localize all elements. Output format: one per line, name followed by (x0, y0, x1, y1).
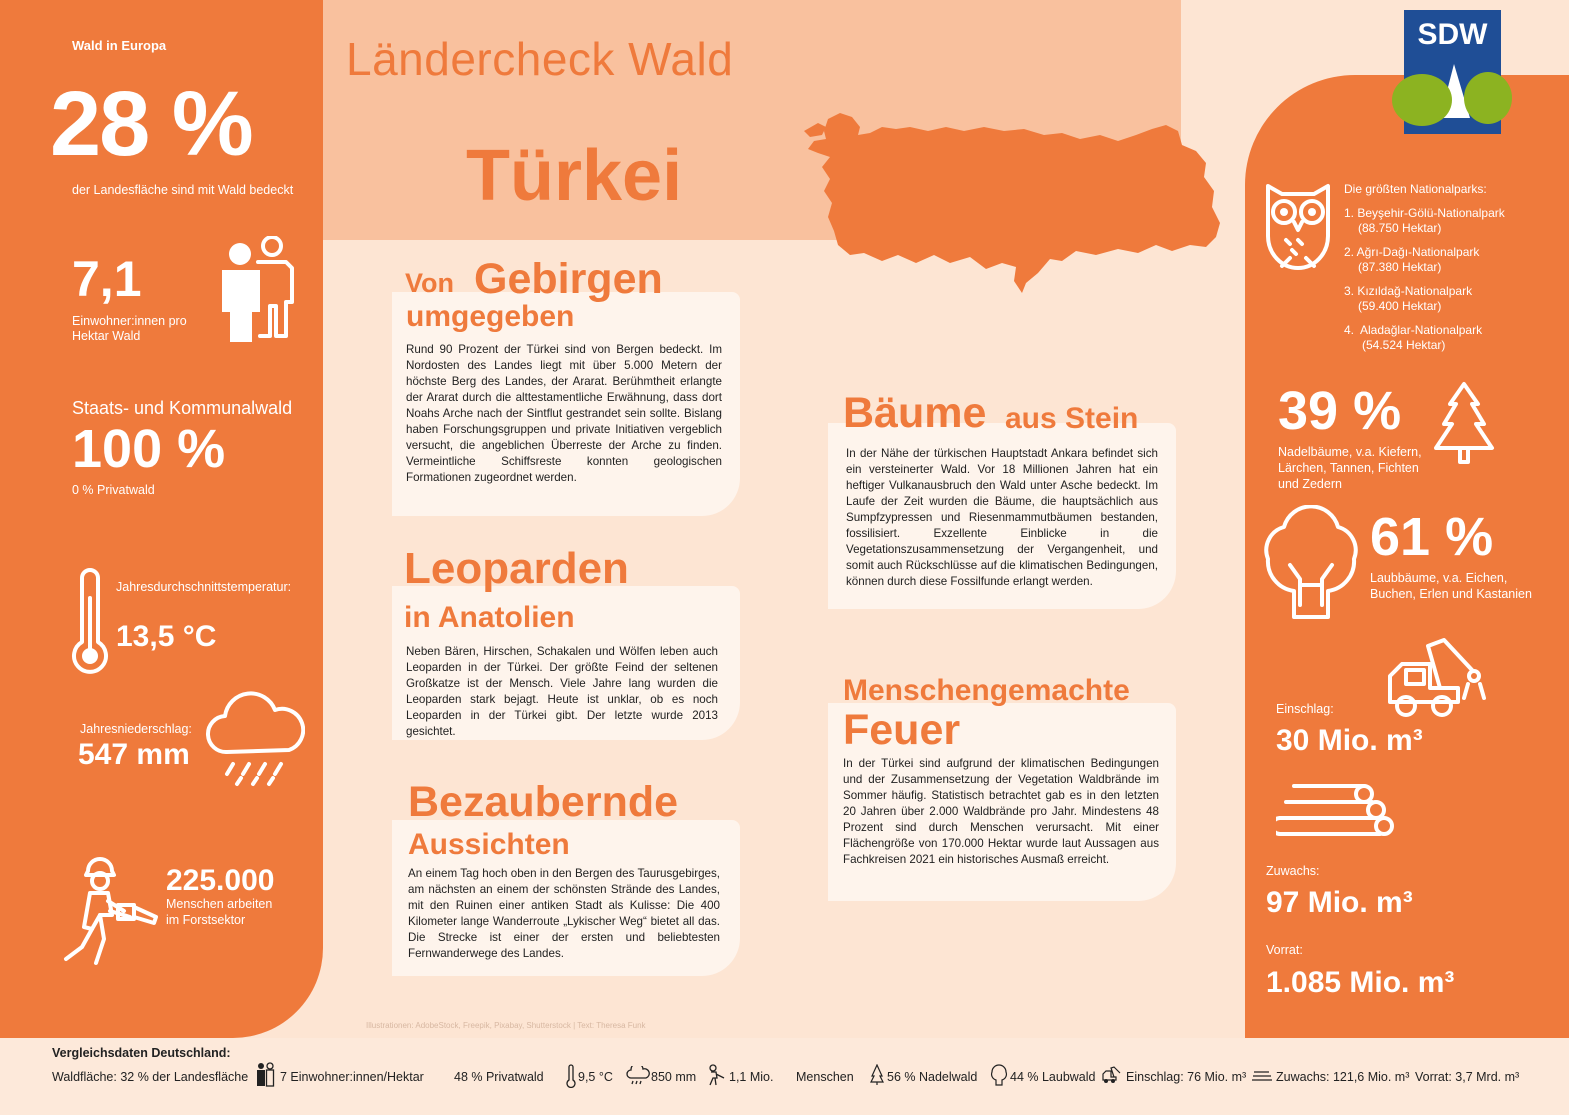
turkey-map (800, 105, 1230, 295)
rain-label: Jahresniederschlag: (80, 722, 192, 736)
stock-label: Vorrat: (1266, 943, 1303, 957)
conifer-desc-1: Nadelbäume, v.a. Kiefern, (1278, 445, 1422, 459)
park-item (1344, 323, 1505, 362)
comparison-conifer: 56 % Nadelwald (887, 1070, 978, 1084)
rain-value: 547 mm (78, 738, 190, 771)
parks-title: Die größten Nationalparks: (1344, 182, 1487, 196)
comparison-workers-number: 1,1 Mio. (729, 1070, 774, 1084)
worker-small-icon (706, 1064, 726, 1086)
park-area: (88.750 Hektar) (1358, 221, 1442, 235)
deciduous-tree-icon (1260, 505, 1362, 625)
conifer-desc-2: Lärchen, Tannen, Fichten (1278, 461, 1419, 475)
park-item (1344, 245, 1505, 284)
article-stone-trees-text: In der Nähe der türkischen Hauptstadt Ankara befindet sich ein versteinerter Wald. Vor 18 Millionen Jahren hat ein heftiger Vulkanausbruch den Wald unter Asche bedeckt. Im Laufe der Zeit wurden die Bäume, die hauptsächlich aus Sumpfzypressen und Riesenmammutbäumen bestanden, fossilisiert. Exzellente Einblicke in die Vegetationszusammensetzung der Vergangenheit, und somit auch Rückschlüsse auf die klimatischen Bedingungen, können durch diese Fossilfunde erlangt werden. (846, 447, 1158, 588)
thermometer-small-icon (566, 1064, 576, 1088)
article-mountains-subtitle: umgegeben (406, 300, 575, 333)
parks-list (1344, 206, 1505, 362)
article-mountains-title: Gebirgen (474, 255, 663, 303)
article-leopards-text: Neben Bären, Hirschen, Schakalen und Wölfen leben auch Leoparden in der Türkei. Der größte Feind der seltenen Großkatze ist der Mensch. Viele Jahre lang wurden die Leoparden stark bejagt. Heute ist unklar, ob es noch Leoparden in der Türkei gibt. Der letzte wurde 2013 gesichtet. (406, 645, 718, 738)
comparison-area: Waldfläche: 32 % der Landesfläche (52, 1070, 249, 1084)
forest-percent: 28 % (50, 73, 252, 175)
article-leopards-title: Leoparden (404, 544, 629, 593)
thermometer-icon (70, 568, 110, 676)
logs-small-icon (1251, 1070, 1273, 1082)
growth-label: Zuwachs: (1266, 864, 1320, 878)
deciduous-small-icon (990, 1064, 1008, 1086)
people-icon (216, 236, 298, 346)
article-views-title: Bezaubernde (408, 778, 679, 826)
page-title: Ländercheck Wald (346, 33, 734, 85)
conifer-desc-3: und Zedern (1278, 477, 1342, 491)
people-small-icon (254, 1062, 276, 1088)
article-mountains-text: Rund 90 Prozent der Türkei sind von Bergen bedeckt. Im Nordosten des Landes liegt mit über 5.000 Metern der höchste Berg des Landes, der Ararat. Berühmtheit erlangte der Ararat durch die alttestamentliche Erwähnung, dass dort Noahs Arche nach der Sintflut gestrandet sein sollte. Bislang haben Forschungsgruppen und private Initiativen vergeblich versucht, die angeblichen Überreste der Arche zu finden. Vermeintliche Schiffsreste konnten geologischen Formationen zugeordnet werden. (406, 343, 722, 484)
sdw-logo (1404, 10, 1501, 134)
comparison-growth: Zuwachs: 121,6 Mio. m³ (1276, 1070, 1410, 1084)
rain-cloud-icon (205, 690, 305, 790)
comparison-private: 48 % Privatwald (454, 1070, 544, 1084)
article-fires-text: In der Türkei sind aufgrund der klimatischen Bedingungen und der Zusammensetzung der Vegetation Waldbrände im Sommer häufig. Statistisch betrachtet gab es in den letzten 20 Jahren über 2.000 Waldbrände pro Jahr. Mindestens 48 Prozent sind durch Menschen verursacht. Mit einer Flächengröße von 170.000 Hektar wurde laut Aussagen aus Fachkreisen 2021 ein historisches Ausmaß erreicht. (843, 757, 1159, 866)
rain-small-icon (626, 1066, 650, 1086)
state-forest-value: 100 % (72, 419, 226, 479)
growth-value: 97 Mio. m³ (1266, 886, 1413, 919)
private-forest-desc: 0 % Privatwald (72, 483, 155, 497)
park-name: 4. Aladağlar-Nationalpark (1344, 323, 1483, 337)
comparison-stock: Vorrat: 3,7 Mrd. m³ (1415, 1070, 1520, 1084)
workers-desc-1: Menschen arbeiten (166, 897, 273, 911)
article-mountains-title-small: Von (405, 268, 454, 298)
article-stone-trees-title-small: aus Stein (1005, 402, 1139, 435)
state-forest-label: Staats- und Kommunalwald (72, 398, 293, 418)
forest-worker-chainsaw-icon (60, 855, 160, 967)
park-area: (87.380 Hektar) (1358, 260, 1442, 274)
article-leopards-subtitle: in Anatolien (404, 601, 575, 634)
park-area: (54.524 Hektar) (1362, 338, 1446, 352)
harvester-small-icon (1102, 1066, 1124, 1084)
forest-europe-label: Wald in Europa (72, 38, 167, 53)
inhabitants-value: 7,1 (72, 251, 142, 307)
deciduous-value: 61 % (1370, 507, 1494, 567)
conifer-value: 39 % (1278, 381, 1402, 441)
forest-desc: der Landesfläche sind mit Wald bedeckt (72, 183, 294, 197)
harvest-value: 30 Mio. m³ (1276, 724, 1423, 757)
article-fires-title-small: Menschengemachte (843, 674, 1130, 707)
inhabitants-desc-1: Einwohner:innen pro (72, 314, 187, 328)
article-fires-title: Feuer (843, 706, 961, 754)
comparison-deciduous: 44 % Laubwald (1010, 1070, 1096, 1084)
country-title: Türkei (466, 136, 683, 216)
stock-value: 1.085 Mio. m³ (1266, 966, 1455, 999)
park-item (1344, 284, 1505, 323)
deciduous-desc-1: Laubbäume, v.a. Eichen, (1370, 571, 1508, 585)
comparison-temperature: 9,5 °C (578, 1070, 613, 1084)
comparison-harvest: Einschlag: 76 Mio. m³ (1126, 1070, 1247, 1084)
comparison-rain: 850 mm (651, 1070, 697, 1084)
workers-desc-2: im Forstsektor (166, 913, 246, 927)
park-item (1344, 206, 1505, 245)
article-views-text: An einem Tag hoch oben in den Bergen des Taurusgebirges, am nächsten an einem der schönsten Strände des Landes, mit den Ruinen einer antiken Stadt als Kulisse: Die 400 Kilometer lange Wanderroute „Lykischer Weg“ bietet all das. Die Strecke ist einer der ersten und beliebtesten Fernwanderwege des Landes. (408, 867, 720, 960)
logo-trees-icon (1392, 60, 1514, 130)
park-area: (59.400 Hektar) (1358, 299, 1442, 313)
inhabitants-desc-2: Hektar Wald (72, 329, 141, 343)
park-name: 3. Kızıldağ-Nationalpark (1344, 284, 1473, 298)
harvester-icon (1384, 636, 1494, 720)
conifer-tree-icon (1432, 380, 1496, 466)
article-views-subtitle: Aussichten (408, 828, 570, 861)
temperature-label: Jahresdurchschnittstemperatur: (116, 580, 292, 594)
logo-text: SDW (1417, 18, 1488, 51)
comparison-inhabitants: 7 Einwohner:innen/Hektar (280, 1070, 424, 1084)
comparison-title: Vergleichsdaten Deutschland: (52, 1046, 231, 1060)
conifer-small-icon (870, 1064, 884, 1086)
temperature-value: 13,5 °C (116, 620, 217, 653)
article-stone-trees-title: Bäume (843, 389, 987, 437)
park-name: 1. Beyşehir-Gölü-Nationalpark (1344, 206, 1505, 220)
comparison-workers-word: Menschen (796, 1070, 854, 1084)
deciduous-desc-2: Buchen, Erlen und Kastanien (1370, 587, 1532, 601)
workers-value: 225.000 (166, 864, 275, 897)
park-name: 2. Ağrı-Dağı-Nationalpark (1344, 245, 1480, 259)
owl-icon (1262, 182, 1334, 272)
harvest-label: Einschlag: (1276, 702, 1334, 716)
image-credits: Illustrationen: AdobeStock, Freepik, Pixabay, Shutterstock | Text: Theresa Funk (366, 1021, 646, 1030)
log-pile-icon (1276, 782, 1394, 840)
